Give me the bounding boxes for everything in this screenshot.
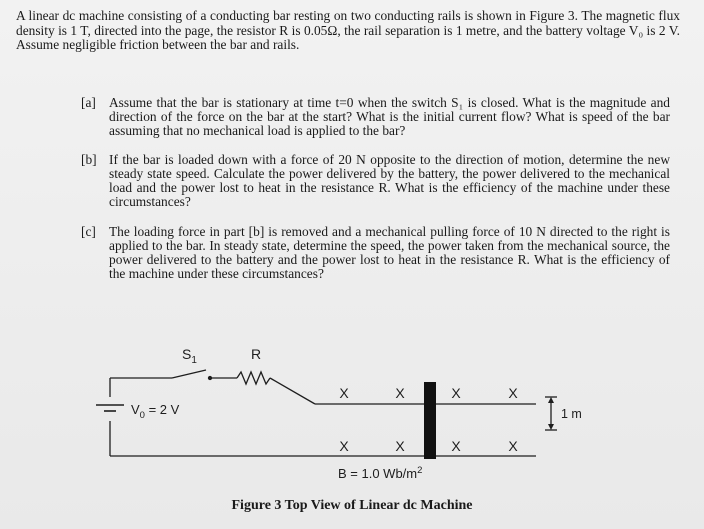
switch-blade — [172, 370, 206, 378]
field-strength-label: B = 1.0 $Wb/m^2$ — [338, 465, 423, 481]
linear-dc-machine-figure — [0, 300, 704, 529]
switch-label: $S_1$ — [182, 346, 197, 366]
field-marker: X — [339, 438, 349, 454]
dimension-arrow-down — [548, 424, 554, 430]
dimension-arrow-up — [548, 397, 554, 403]
field-marker: X — [339, 385, 349, 401]
field-marker: X — [508, 385, 518, 401]
resistor-zigzag — [237, 372, 270, 384]
resistor-label: R — [250, 346, 262, 362]
part-c-label: [c] — [81, 224, 96, 239]
part-a-label: [a] — [81, 95, 96, 110]
figure-caption: Figure 3 Top View of Linear dc Machine — [231, 498, 473, 513]
field-marker: X — [395, 385, 405, 401]
battery-label: $V_0 = 2$ V — [131, 402, 180, 421]
field-marker: X — [451, 438, 461, 454]
problem-intro: A linear dc machine consisting of a conducting bar resting on two conducting rails is shown in Figure 3. The magnetic flux density is 1 T, directed into the page, the resistor R is 0.05Ω, the rail separation is 1 metre, and the battery voltage V₀ is 2 V. Assume negligible friction between the bar and rails. — [16, 8, 680, 53]
part-b-label: [b] — [81, 152, 97, 167]
part-b-text: If the bar is loaded down with a force of 20 N opposite to the direction of motion, determine the new steady state speed. Calculate the power delivered by the battery, the power delivered to the mechanical load and the power lost to heat in the resistance R. What is the efficiency of the machine under these circumstances? — [109, 152, 670, 209]
field-marker: X — [395, 438, 405, 454]
problem-part-c — [81, 225, 671, 305]
conducting-bar — [424, 382, 436, 459]
part-a-text: Assume that the bar is stationary at time t=0 when the switch S₁ is closed. What is the magnitude and direction of the force on the bar at the start? What is the initial current flow? What is speed of the bar assuming that no mechanical load is applied to the bar? — [109, 95, 670, 138]
part-c-text: The loading force in part [b] is removed and a mechanical pulling force of 10 N directed to the right is applied to the bar. In steady state, determine the speed, the power taken from the mechanical source, the power delivered to the battery and the power lost to heat in the resistance R. What is the efficiency of the machine under these circumstances? — [109, 224, 670, 281]
problem-part-a — [81, 96, 671, 154]
wire-resistor-to-rail — [270, 378, 315, 404]
separation-label: 1 m — [561, 407, 582, 421]
field-marker: X — [508, 438, 518, 454]
field-marker: X — [451, 385, 461, 401]
problem-part-b — [81, 153, 671, 215]
